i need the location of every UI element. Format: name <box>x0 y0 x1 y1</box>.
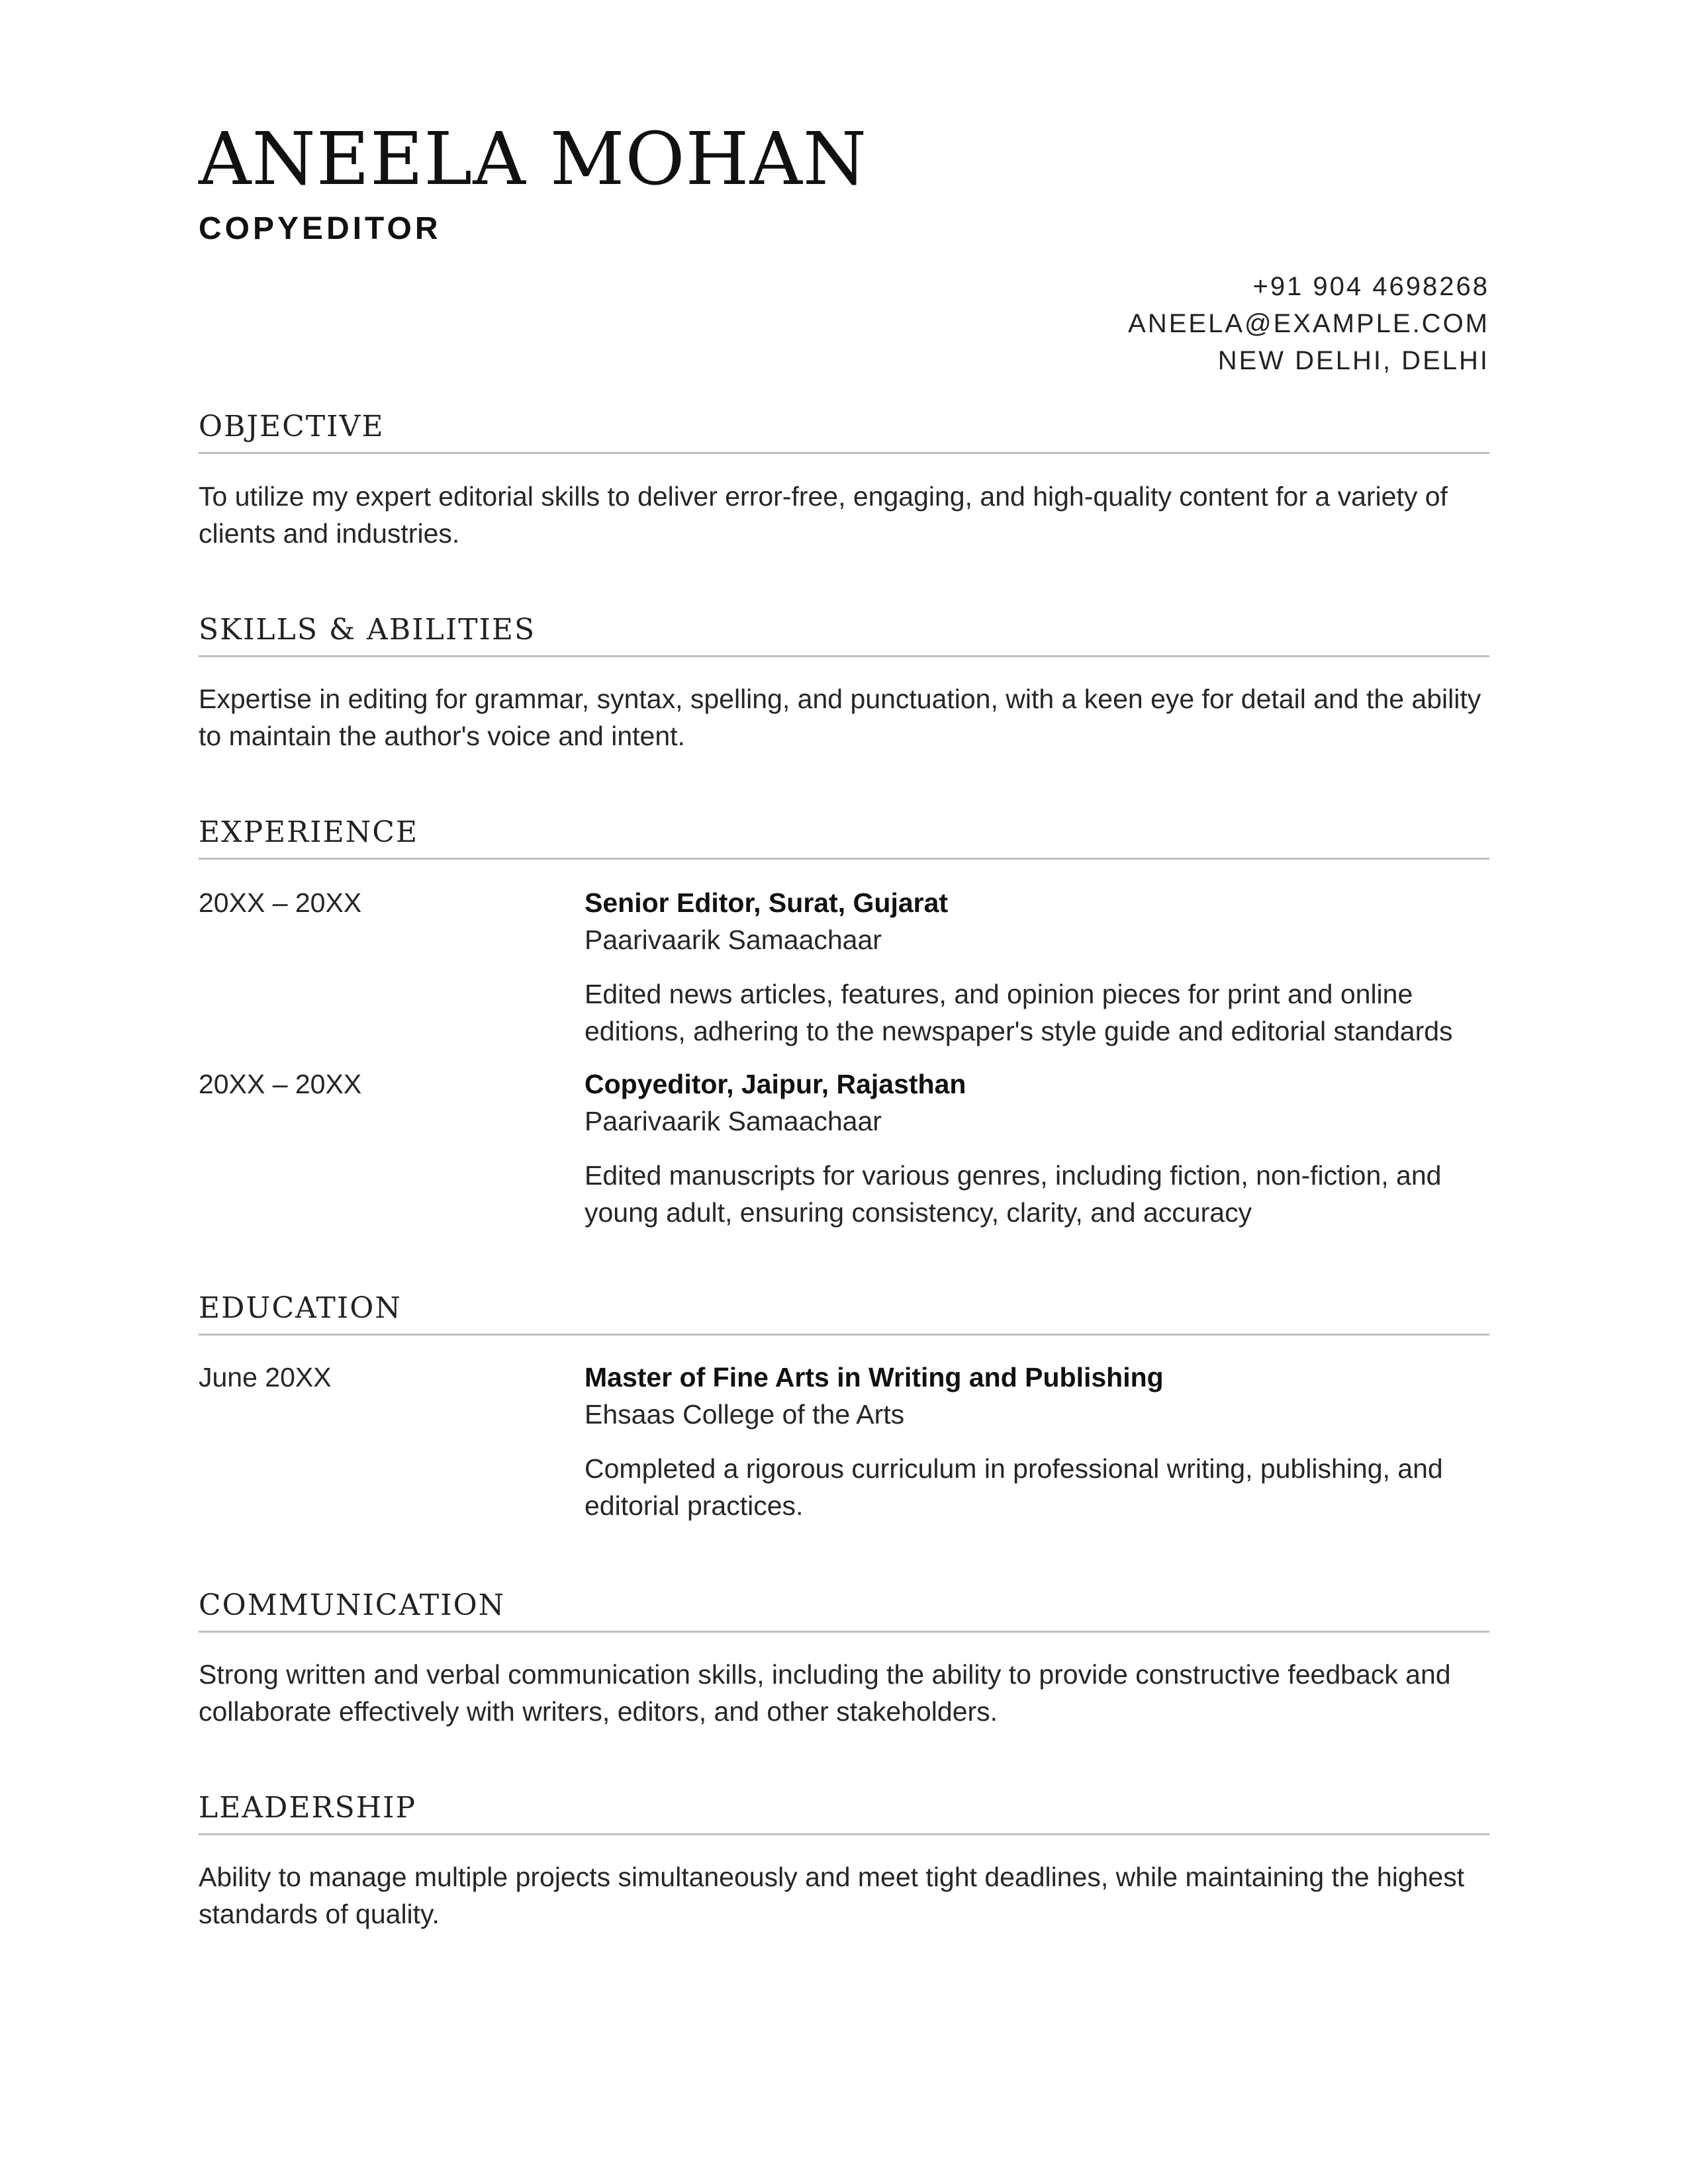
job-title: COPYEDITOR <box>199 211 442 246</box>
contact-location: NEW DELHI, DELHI <box>1217 346 1489 375</box>
section-heading-leadership: LEADERSHIP <box>199 1790 1489 1835</box>
contact-phone: +91 904 4698268 <box>1252 272 1489 301</box>
education-entry <box>585 1359 1489 1524</box>
communication-text: Strong written and verbal communication skills, including the ability to provide constructive feedback and collaborate effectively with writers, editors, and other stakeholders. <box>199 1659 1451 1727</box>
education-dates: June 20XX <box>199 1362 332 1392</box>
experience-entry <box>585 884 1489 1050</box>
education-degree: Master of Fine Arts in Writing and Publishing <box>585 1362 1164 1392</box>
leadership-text: Ability to manage multiple projects simultaneously and meet tight deadlines, while maintaining the highest standards of quality. <box>199 1862 1465 1929</box>
experience-role: Senior Editor, Surat, Gujarat <box>585 887 949 918</box>
experience-dates: 20XX – 20XX <box>199 887 362 918</box>
education-description: Completed a rigorous curriculum in professional writing, publishing, and editorial practices. <box>585 1453 1443 1521</box>
experience-org: Paarivaarik Samaachaar <box>585 1106 882 1136</box>
objective-text: To utilize my expert editorial skills to deliver error-free, engaging, and high-quality content for a variety of clients and industries. <box>199 481 1448 549</box>
section-heading-experience: EXPERIENCE <box>199 814 1489 860</box>
contact-block <box>1128 268 1489 379</box>
section-heading-objective: OBJECTIVE <box>199 408 1489 454</box>
experience-entry <box>585 1066 1489 1231</box>
experience-description: Edited manuscripts for various genres, including fiction, non-fiction, and young adult, ensuring consistency, clarity, and accuracy <box>585 1160 1442 1228</box>
experience-dates: 20XX – 20XX <box>199 1069 362 1099</box>
candidate-name: ANEELA MOHAN <box>199 116 868 201</box>
education-school: Ehsaas College of the Arts <box>585 1399 905 1430</box>
section-heading-skills: SKILLS & ABILITIES <box>199 612 1489 657</box>
section-heading-education: EDUCATION <box>199 1290 1489 1336</box>
skills-text: Expertise in editing for grammar, syntax, spelling, and punctuation, with a keen eye for detail and the ability to maintain the author's voice and intent. <box>199 684 1481 751</box>
section-heading-communication: COMMUNICATION <box>199 1587 1489 1633</box>
experience-role: Copyeditor, Jaipur, Rajasthan <box>585 1069 966 1099</box>
experience-org: Paarivaarik Samaachaar <box>585 925 882 955</box>
experience-description: Edited news articles, features, and opinion pieces for print and online editions, adhering to the newspaper's style guide and editorial standards <box>585 979 1453 1046</box>
contact-email: ANEELA@EXAMPLE.COM <box>1128 309 1489 338</box>
